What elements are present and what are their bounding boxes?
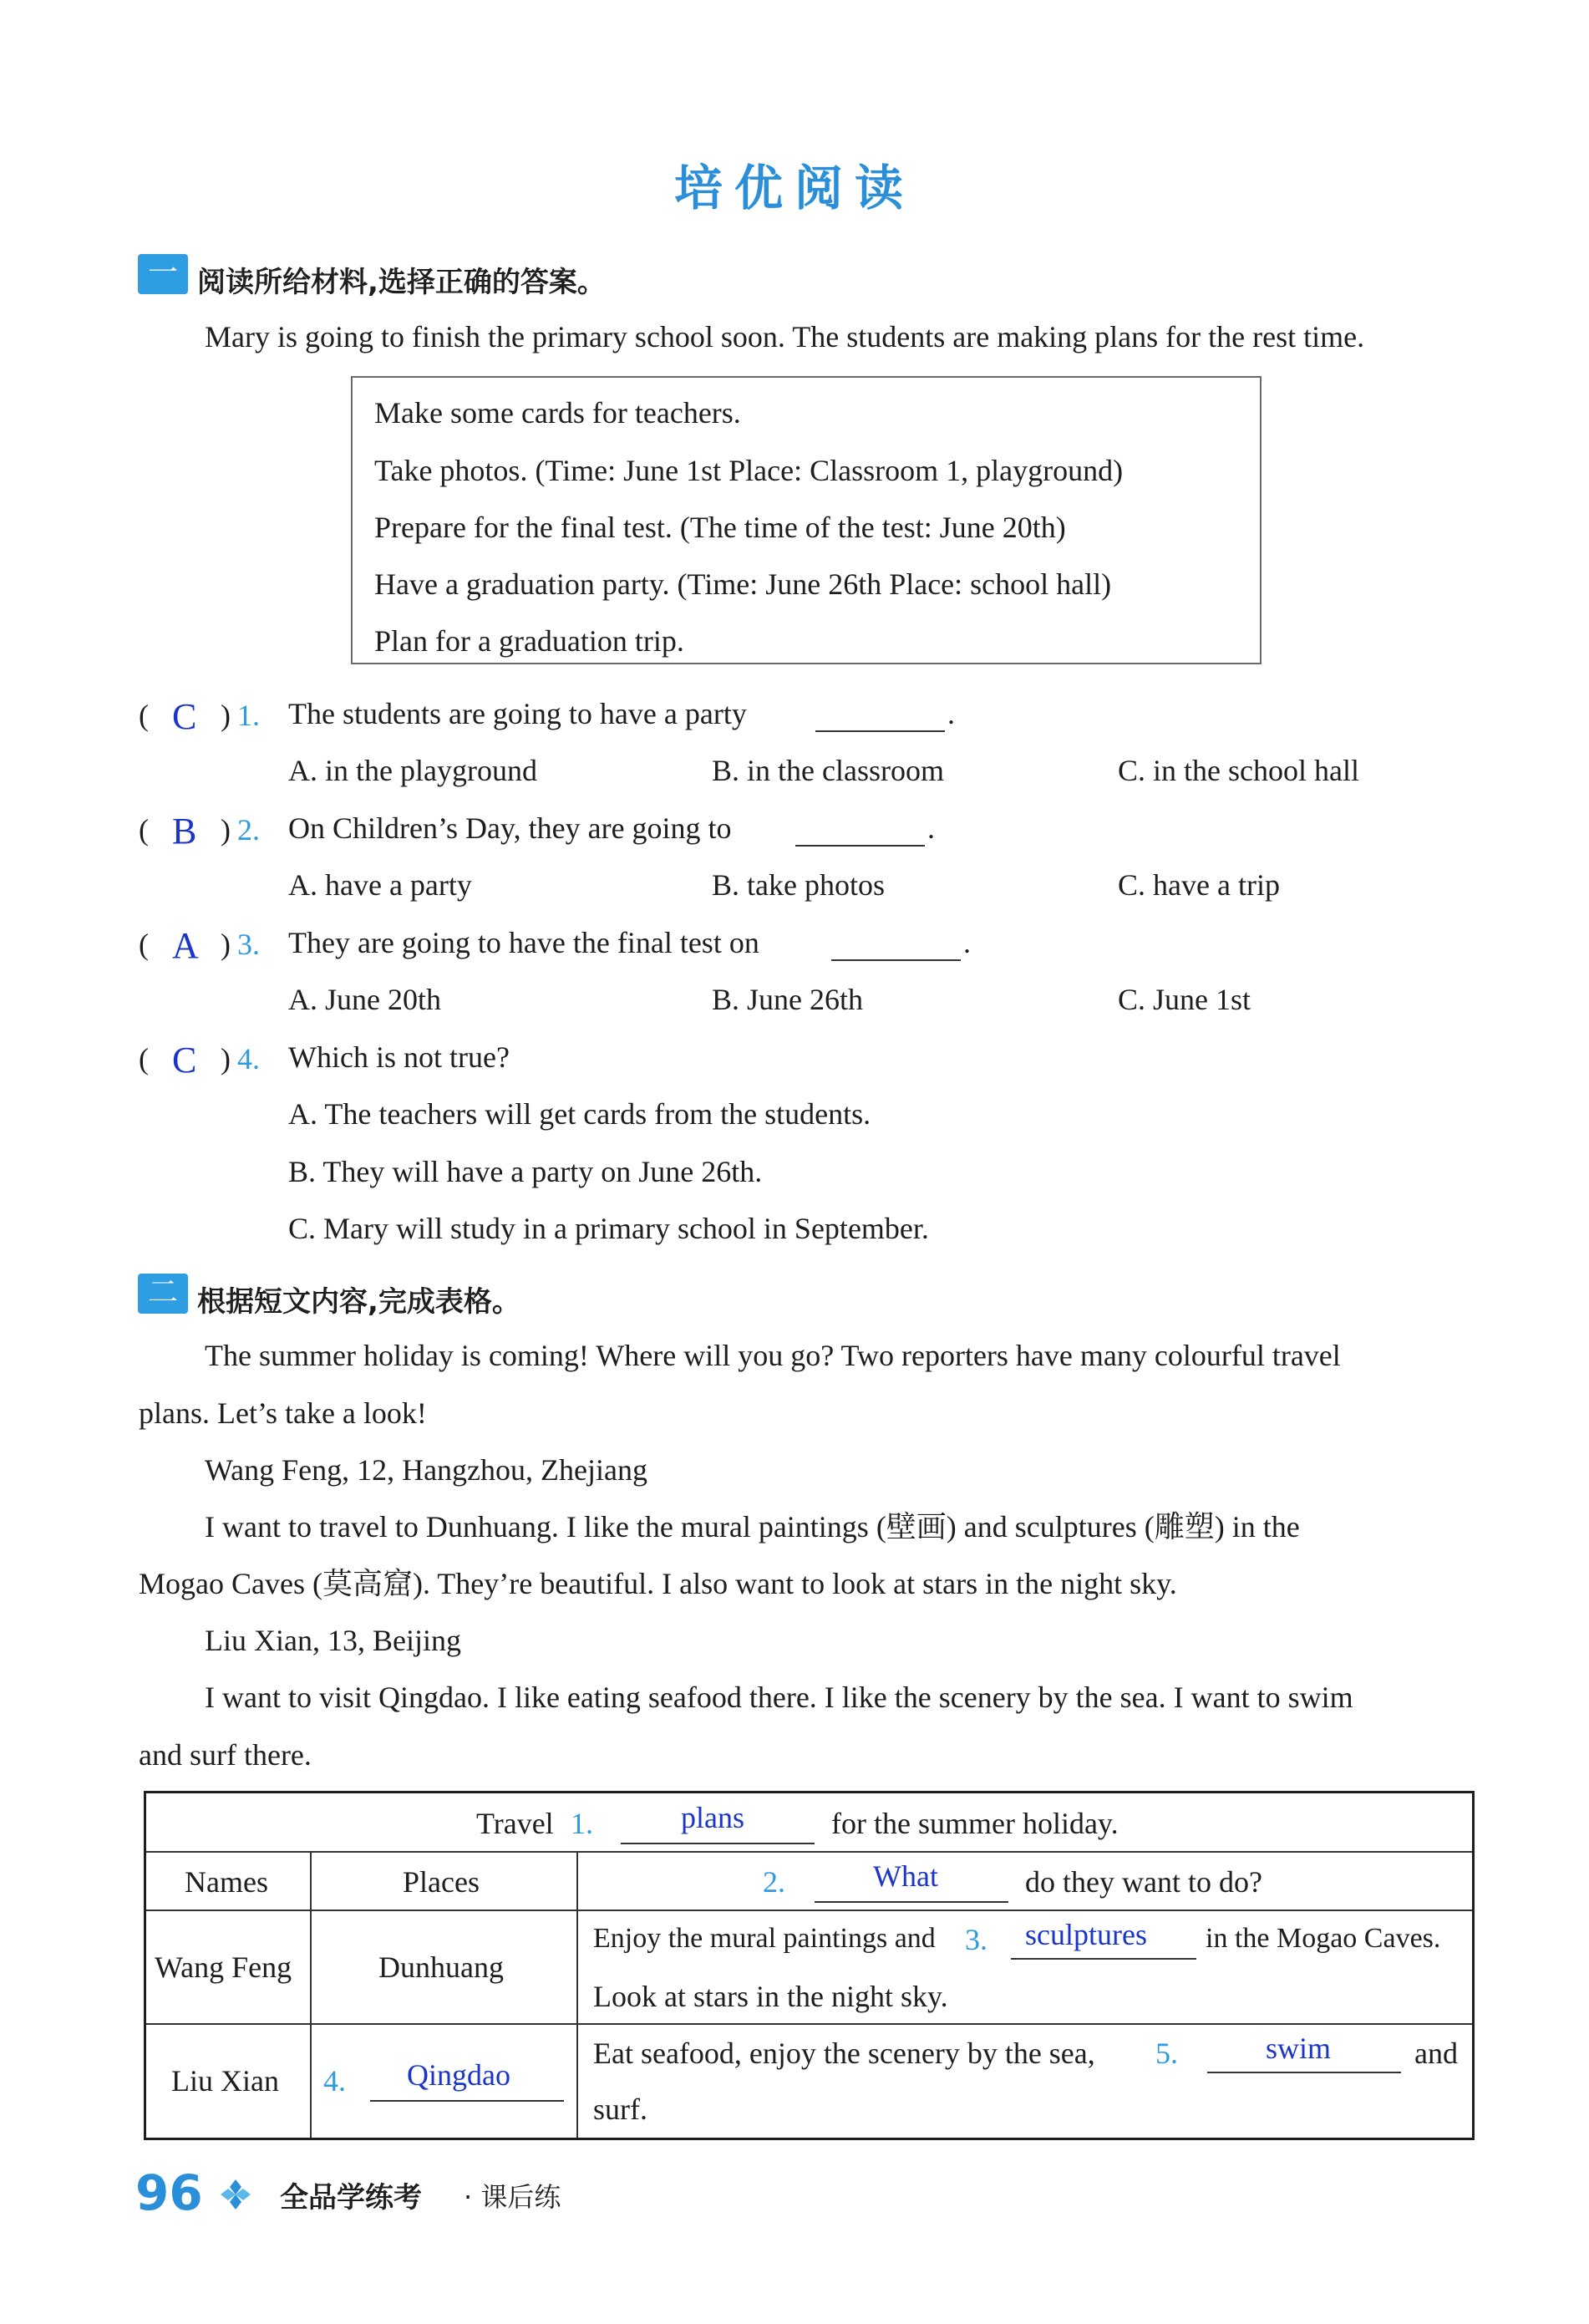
table-num-4: 4.	[323, 2064, 346, 2098]
table-row2-line2: surf.	[593, 2093, 647, 2126]
q3-end: .	[963, 926, 971, 959]
q3-option-c: C. June 1st	[1118, 983, 1251, 1016]
table-col3-post: do they want to do?	[1025, 1865, 1262, 1899]
table-answer-5: swim	[1266, 2032, 1332, 2065]
page-number: 96	[135, 2164, 203, 2221]
q2-option-a: A. have a party	[288, 868, 472, 902]
table-row2-name: Liu Xian	[171, 2064, 279, 2098]
table-row1-line1-post: in the Mogao Caves.	[1206, 1923, 1441, 1954]
q1-option-a: A. in the playground	[288, 754, 537, 787]
box-line-4: Have a graduation party. (Time: June 26th Place: school hall)	[374, 567, 1112, 601]
q3-stem: They are going to have the final test on	[288, 926, 759, 959]
q4-option-c: C. Mary will study in a primary school in September.	[288, 1212, 929, 1245]
s2-p2-line2: and surf there.	[139, 1738, 312, 1772]
s2-para1-line1: The summer holiday is coming! Where will you go? Two reporters have many colourful travel	[205, 1339, 1341, 1372]
box-line-3: Prepare for the final test. (The time of the test: June 20th)	[374, 511, 1066, 544]
q4-stem: Which is not true?	[288, 1040, 510, 1074]
table-num-3: 3.	[965, 1923, 987, 1956]
footer-book-name: 全品学练考	[280, 2181, 422, 2215]
table-row2-line1-pre: Eat seafood, enjoy the scenery by the sea,	[593, 2037, 1095, 2070]
s2-p2-line1: I want to visit Qingdao. I like eating seafood there. I like the scenery by the sea. I want to swim	[205, 1681, 1353, 1714]
q2-blank	[795, 845, 925, 847]
s2-person1: Wang Feng, 12, Hangzhou, Zhejiang	[205, 1453, 647, 1487]
s2-para1-line2: plans. Let’s take a look!	[139, 1396, 427, 1430]
q2-paren-open: (	[139, 813, 149, 847]
table-blank-3	[1011, 1958, 1196, 1960]
q4-answer: C	[172, 1040, 197, 1081]
footer-subtitle: · 课后练	[464, 2181, 561, 2213]
q1-option-c: C. in the school hall	[1118, 754, 1359, 787]
q3-option-b: B. June 26th	[712, 983, 864, 1016]
box-line-5: Plan for a graduation trip.	[374, 624, 684, 658]
q3-paren-close: )	[221, 928, 231, 961]
table-num-2: 2.	[763, 1865, 785, 1899]
q1-stem: The students are going to have a party	[288, 697, 747, 730]
table-col-names: Names	[185, 1865, 268, 1899]
q2-stem: On Children’s Day, they are going to	[288, 811, 732, 845]
table-rule-1	[146, 1851, 1472, 1853]
q3-paren-open: (	[139, 928, 149, 961]
q1-paren-open: (	[139, 699, 149, 732]
q2-option-b: B. take photos	[712, 868, 885, 902]
table-col-rule-1	[310, 1852, 312, 2138]
table-row1-line1-pre: Enjoy the mural paintings and	[593, 1923, 936, 1954]
q3-option-a: A. June 20th	[288, 983, 441, 1016]
section1-intro: Mary is going to finish the primary school soon. The students are making plans for the rest time.	[205, 320, 1365, 353]
box-line-1: Make some cards for teachers.	[374, 396, 741, 430]
table-rule-3	[146, 2023, 1472, 2025]
table-col-rule-2	[576, 1852, 578, 2138]
table-row1-line2: Look at stars in the night sky.	[593, 1980, 948, 2013]
table-col-places: Places	[403, 1865, 480, 1899]
q2-option-c: C. have a trip	[1118, 868, 1280, 902]
q3-answer: A	[172, 925, 199, 966]
table-blank-5	[1207, 2072, 1401, 2073]
diamond-logo-icon	[219, 2178, 252, 2211]
q1-end: .	[947, 697, 955, 730]
section-title-2: 根据短文内容,完成表格。	[197, 1285, 520, 1319]
s2-person2: Liu Xian, 13, Beijing	[205, 1624, 461, 1657]
q2-paren-close: )	[221, 813, 231, 847]
table-rule-2	[146, 1910, 1472, 1911]
travel-table	[144, 1791, 1475, 2140]
q1-number: 1.	[237, 699, 260, 732]
section-badge-1: 一	[138, 254, 188, 294]
q2-number: 2.	[237, 813, 260, 847]
q4-paren-open: (	[139, 1042, 149, 1076]
section-badge-2: 二	[138, 1274, 188, 1314]
page-title: 培优阅读	[673, 160, 915, 216]
table-answer-3: sculptures	[1025, 1918, 1147, 1951]
table-blank-4	[370, 2100, 564, 2102]
q1-blank	[815, 730, 945, 732]
q4-paren-close: )	[221, 1042, 231, 1076]
q2-answer: B	[172, 811, 197, 852]
table-row1-name: Wang Feng	[155, 1950, 292, 1984]
table-num-5: 5.	[1155, 2037, 1178, 2070]
q3-blank	[831, 959, 961, 961]
q4-number: 4.	[237, 1042, 260, 1076]
table-answer-4: Qingdao	[407, 2058, 510, 2092]
box-line-2: Take photos. (Time: June 1st Place: Classroom 1, playground)	[374, 454, 1124, 487]
q1-option-b: B. in the classroom	[712, 754, 944, 787]
table-blank-1	[621, 1843, 815, 1844]
table-blank-2	[815, 1901, 1008, 1903]
table-num-1: 1.	[571, 1807, 593, 1840]
q2-end: .	[927, 811, 935, 845]
q1-paren-close: )	[221, 699, 231, 732]
section-title-1: 阅读所给材料,选择正确的答案。	[197, 266, 606, 299]
q3-number: 3.	[237, 928, 260, 961]
s2-p1-line1: I want to travel to Dunhuang. I like the mural paintings (壁画) and sculptures (雕塑) in the	[205, 1510, 1300, 1543]
table-answer-1: plans	[681, 1801, 744, 1834]
table-row2-line1-post: and	[1414, 2037, 1458, 2070]
table-title-pre: Travel	[476, 1807, 554, 1840]
table-title-post: for the summer holiday.	[831, 1807, 1119, 1840]
q1-answer: C	[172, 696, 197, 737]
q4-option-a: A. The teachers will get cards from the students.	[288, 1097, 871, 1131]
q4-option-b: B. They will have a party on June 26th.	[288, 1155, 763, 1188]
table-row1-place: Dunhuang	[378, 1950, 504, 1984]
table-answer-2: What	[873, 1859, 938, 1893]
s2-p1-line2: Mogao Caves (莫高窟). They’re beautiful. I also want to look at stars in the night sky.	[139, 1567, 1177, 1600]
